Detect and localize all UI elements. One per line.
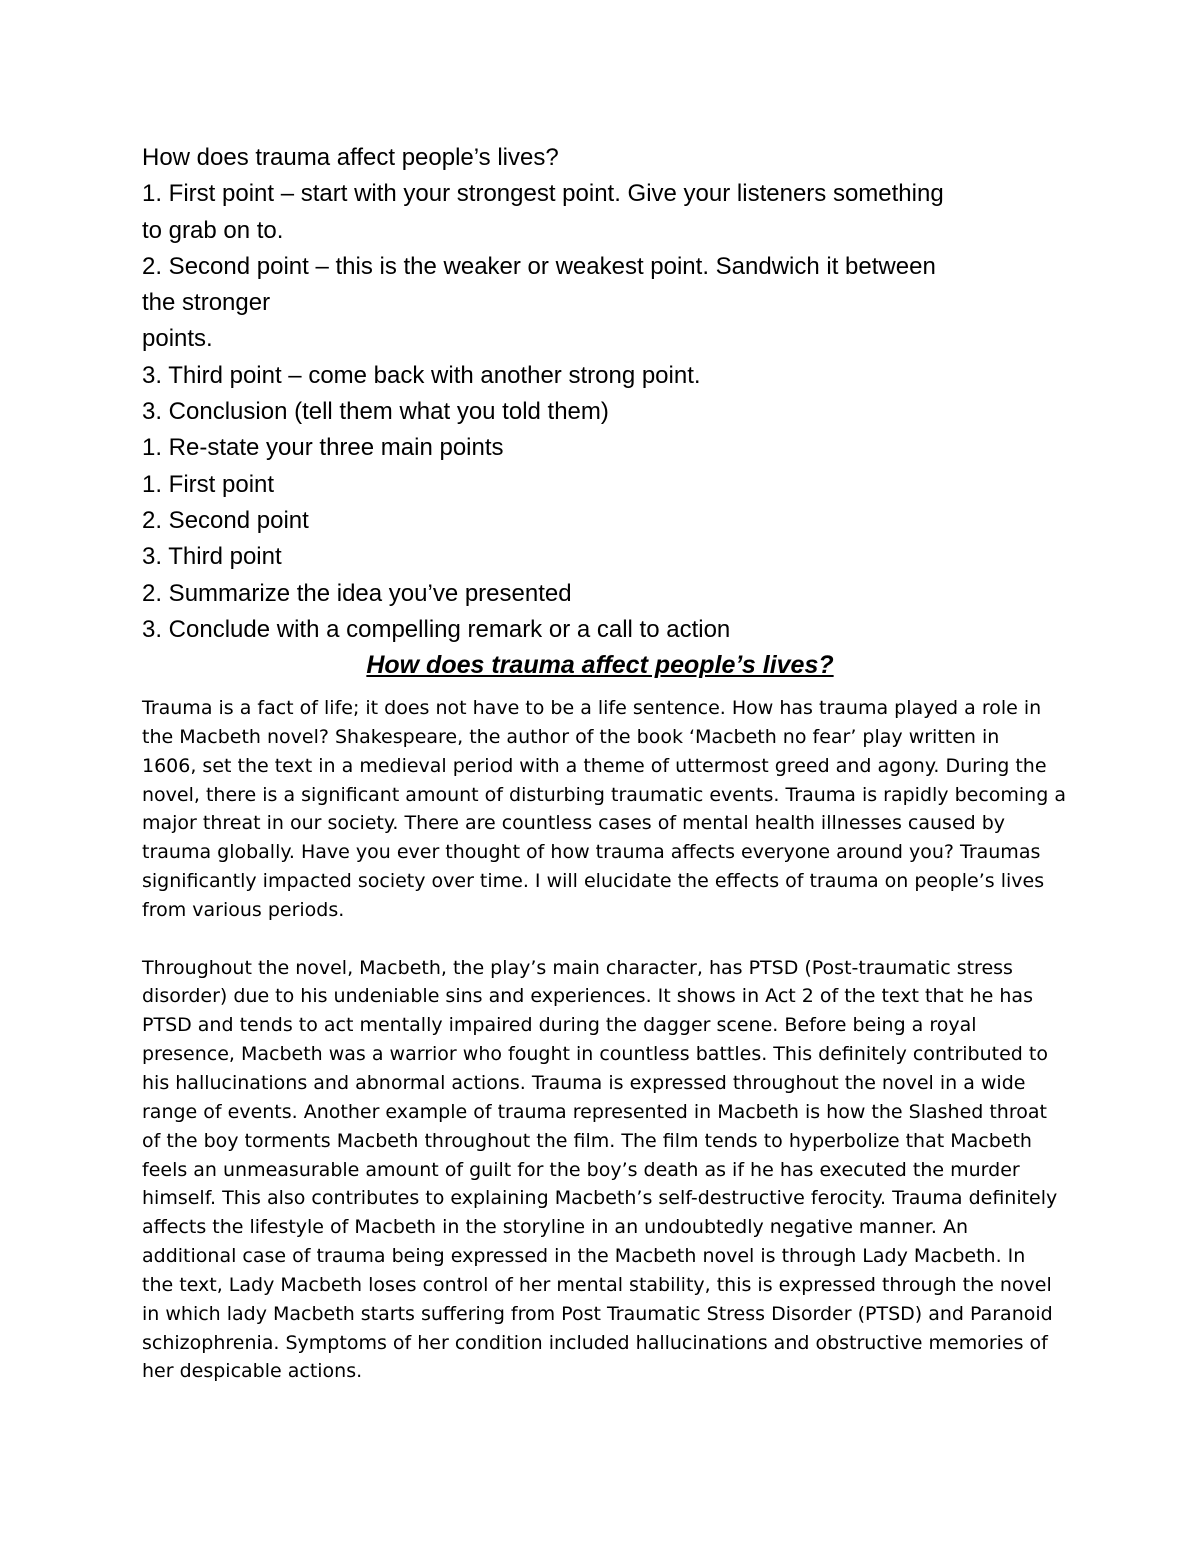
- essay-line: her despicable actions.: [142, 1360, 363, 1383]
- outline-line: 3. Conclusion (tell them what you told them): [142, 398, 609, 426]
- essay-line: from various periods.: [142, 898, 345, 921]
- essay-line: disorder) due to his undeniable sins and experiences. It shows in Act 2 of the text that he has: [142, 985, 1033, 1008]
- essay-line: trauma globally. Have you ever thought of how trauma affects everyone around you? Traumas: [142, 841, 1041, 864]
- essay-line: himself. This also contributes to explaining Macbeth’s self-destructive ferocity. Trauma definitely: [142, 1187, 1058, 1210]
- essay-line: significantly impacted society over time. I will elucidate the effects of trauma on people’s lives: [142, 870, 1045, 893]
- essay-title: How does trauma affect people’s lives?: [366, 651, 834, 679]
- essay-paragraph-body: [142, 954, 1072, 1387]
- outline-line: 3. Conclude with a compelling remark or a call to action: [142, 615, 731, 643]
- speech-outline: [142, 140, 1072, 648]
- essay-line: novel, there is a significant amount of disturbing traumatic events. Trauma is rapidly becoming a: [142, 783, 1066, 806]
- outline-line: points.: [142, 325, 213, 353]
- essay-line: schizophrenia. Symptoms of her condition included hallucinations and obstructive memories of: [142, 1331, 1048, 1354]
- essay-line: Throughout the novel, Macbeth, the play’s main character, has PTSD (Post-traumatic stress: [142, 956, 1013, 979]
- essay-line: PTSD and tends to act mentally impaired during the dagger scene. Before being a royal: [142, 1014, 977, 1037]
- outline-line: 2. Second point: [142, 506, 309, 534]
- outline-line: the stronger: [142, 289, 271, 317]
- essay-line: the Macbeth novel? Shakespeare, the author of the book ‘Macbeth no fear’ play written in: [142, 725, 1000, 748]
- paragraph-spacer: [142, 925, 1072, 954]
- essay-paragraph-intro: [142, 694, 1072, 925]
- essay-line: his hallucinations and abnormal actions. Trauma is expressed throughout the novel in a wide: [142, 1071, 1026, 1094]
- essay-line: affects the lifestyle of Macbeth in the storyline in an undoubtedly negative manner. An: [142, 1216, 969, 1239]
- essay-line: 1606, set the text in a medieval period with a theme of uttermost greed and agony. During the: [142, 754, 1047, 777]
- outline-line: 1. First point: [142, 470, 275, 498]
- outline-line: 3. Third point – come back with another strong point.: [142, 361, 701, 389]
- outline-line: to grab on to.: [142, 216, 284, 244]
- essay-line: range of events. Another example of trauma represented in Macbeth is how the Slashed throat: [142, 1100, 1047, 1123]
- outline-line: 2. Summarize the idea you’ve presented: [142, 579, 572, 607]
- essay-line: presence, Macbeth was a warrior who fought in countless battles. This definitely contributed to: [142, 1043, 1048, 1066]
- essay-line: Trauma is a fact of life; it does not have to be a life sentence. How has trauma played a role in: [142, 697, 1042, 719]
- essay-line: of the boy torments Macbeth throughout the film. The film tends to hyperbolize that Macbeth: [142, 1129, 1032, 1152]
- essay-line: additional case of trauma being expressed in the Macbeth novel is through Lady Macbeth. In: [142, 1245, 1026, 1268]
- essay-line: feels an unmeasurable amount of guilt for the boy’s death as if he has executed the murder: [142, 1158, 1020, 1181]
- essay-body: [142, 694, 1072, 1386]
- essay-line: in which lady Macbeth starts suffering from Post Traumatic Stress Disorder (PTSD) and Paranoid: [142, 1302, 1053, 1325]
- outline-question: How does trauma affect people’s lives?: [142, 144, 559, 171]
- outline-line: 2. Second point – this is the weaker or weakest point. Sandwich it between: [142, 252, 936, 280]
- outline-line: 3. Third point: [142, 543, 282, 571]
- outline-line: 1. Re-state your three main points: [142, 434, 504, 462]
- essay-line: major threat in our society. There are countless cases of mental health illnesses caused by: [142, 812, 1006, 835]
- essay-line: the text, Lady Macbeth loses control of her mental stability, this is expressed through the novel: [142, 1273, 1052, 1296]
- outline-line: 1. First point – start with your strongest point. Give your listeners something: [142, 180, 944, 208]
